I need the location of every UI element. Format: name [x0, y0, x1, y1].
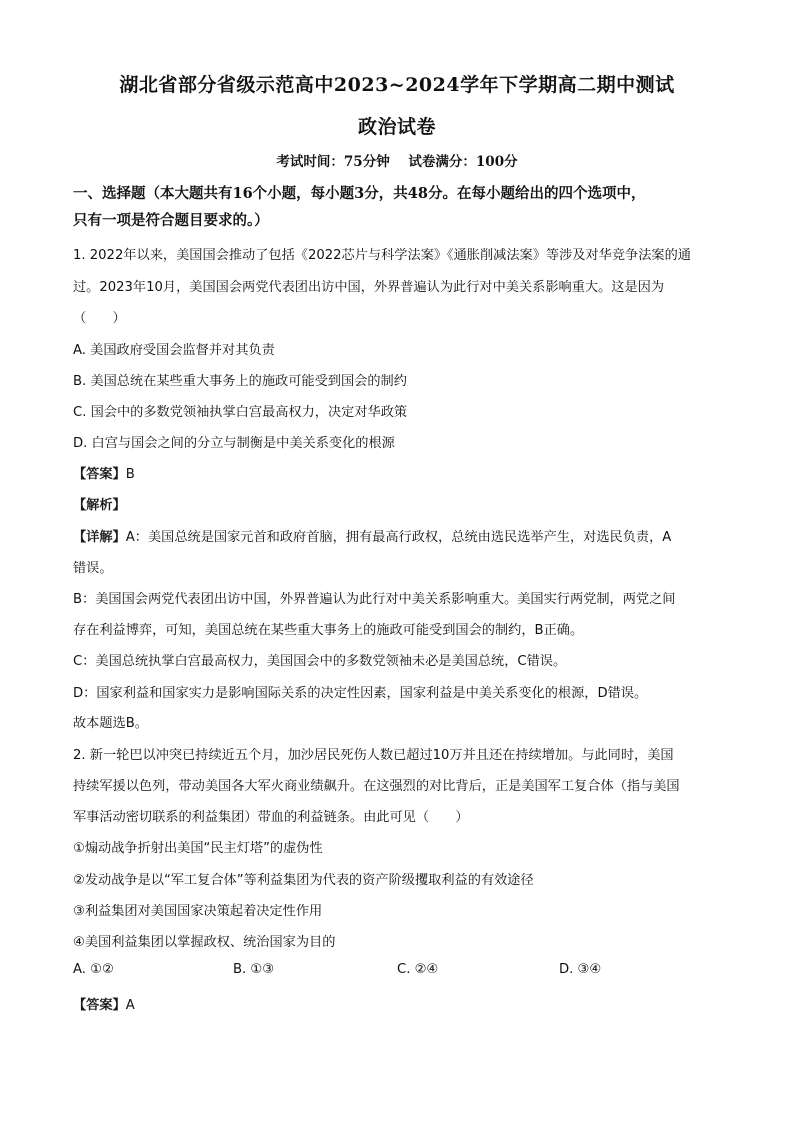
answer-tag: 【答案】 — [73, 998, 126, 1013]
q1-stem-line2: 过。2023年10月，美国国会两党代表团出访中国，外界普遍认为此行对中美关系影响重大。这是因为 — [73, 280, 665, 295]
q2-stem-line3: 军事活动密切联系的利益集团）带血的利益链条。由此可见（ ） — [73, 810, 469, 825]
q2-option-d: D. ③④ — [559, 962, 602, 977]
q2-stem-line1: 2. 新一轮巴以冲突已持续近五个月，加沙居民死伤人数已超过10万并且还在持续增加。与此同时，美国 — [73, 748, 674, 763]
q2-option-c: C. ②④ — [397, 962, 439, 977]
q1-detail-c: C：美国总统执掌白宫最高权力，美国国会中的多数党领袖未必是美国总统，C错误。 — [73, 654, 567, 669]
q2-option-b: B. ①③ — [233, 962, 275, 977]
q2-item-2: ②发动战争是以“军工复合体”等利益集团为代表的资产阶级攫取利益的有效途径 — [73, 873, 534, 888]
q1-analysis — [73, 494, 723, 513]
q1-answer — [73, 463, 723, 482]
answer-tag: 【答案】 — [73, 467, 126, 482]
section-heading-line1: 一、选择题（本大题共有16个小题，每小题3分，共48分。在每小题给出的四个选项中， — [73, 185, 646, 202]
q1-detail-a-line1 — [73, 526, 723, 545]
q1-option-b: B. 美国总统在某些重大事务上的施政可能受到国会的制约 — [73, 374, 407, 389]
q1-option-d: D. 白宫与国会之间的分立与制衡是中美关系变化的根源 — [73, 436, 395, 451]
q1-detail-b-line1: B：美国国会两党代表团出访中国，外界普遍认为此行对中美关系影响重大。美国实行两党制，两党之间 — [73, 592, 676, 607]
exam-subject: 政治试卷 — [357, 116, 436, 138]
q1-option-a: A. 美国政府受国会监督并对其负责 — [73, 343, 275, 358]
q1-stem-line3: （ ） — [73, 311, 126, 326]
answer-value: A — [125, 998, 135, 1013]
section-heading-line2: 只有一项是符合题目要求的。） — [73, 212, 269, 229]
q1-detail-a-line2: 错误。 — [73, 561, 113, 576]
detail-tag: 【详解】 — [73, 530, 126, 545]
exam-title: 湖北省部分省级示范高中2023~2024学年下学期高二期中测试 — [119, 74, 675, 96]
q1-detail-d: D：国家利益和国家实力是影响国际关系的决定性因素，国家利益是中美关系变化的根源，D错误。 — [73, 686, 648, 701]
q2-item-1: ①煽动战争折射出美国“民主灯塔”的虚伪性 — [73, 841, 323, 856]
q1-stem-line1: 1. 2022年以来，美国国会推动了包括《2022芯片与科学法案》《通胀削减法案》等涉及对华竞争法案的通 — [73, 248, 691, 263]
exam-time: 考试时间：75分钟 — [276, 154, 390, 170]
detail-a-text: A：美国总统是国家元首和政府首脑，拥有最高行政权，总统由选民选举产生，对选民负责，A — [125, 530, 672, 545]
analysis-tag: 【解析】 — [73, 498, 126, 513]
section-heading — [73, 180, 733, 234]
full-score: 试卷满分：100分 — [408, 154, 518, 170]
exam-meta — [0, 150, 794, 170]
q2-answer — [73, 994, 723, 1013]
q2-item-4: ④美国利益集团以掌握政权、统治国家为目的 — [73, 935, 336, 950]
q1-conclusion: 故本题选B。 — [73, 716, 148, 731]
q2-option-a: A. ①② — [73, 962, 114, 977]
q2-stem-line2: 持续军援以色列，带动美国各大军火商业绩飙升。在这强烈的对比背后，正是美国军工复合体（指与美国 — [73, 779, 680, 794]
answer-value: B — [125, 467, 135, 482]
q2-item-3: ③利益集团对美国国家决策起着决定性作用 — [73, 904, 323, 919]
q1-detail-b-line2: 存在利益博弈，可知，美国总统在某些重大事务上的施政可能受到国会的制约，B正确。 — [73, 623, 584, 638]
q1-option-c: C. 国会中的多数党领袖执掌白宫最高权力，决定对华政策 — [73, 405, 408, 420]
